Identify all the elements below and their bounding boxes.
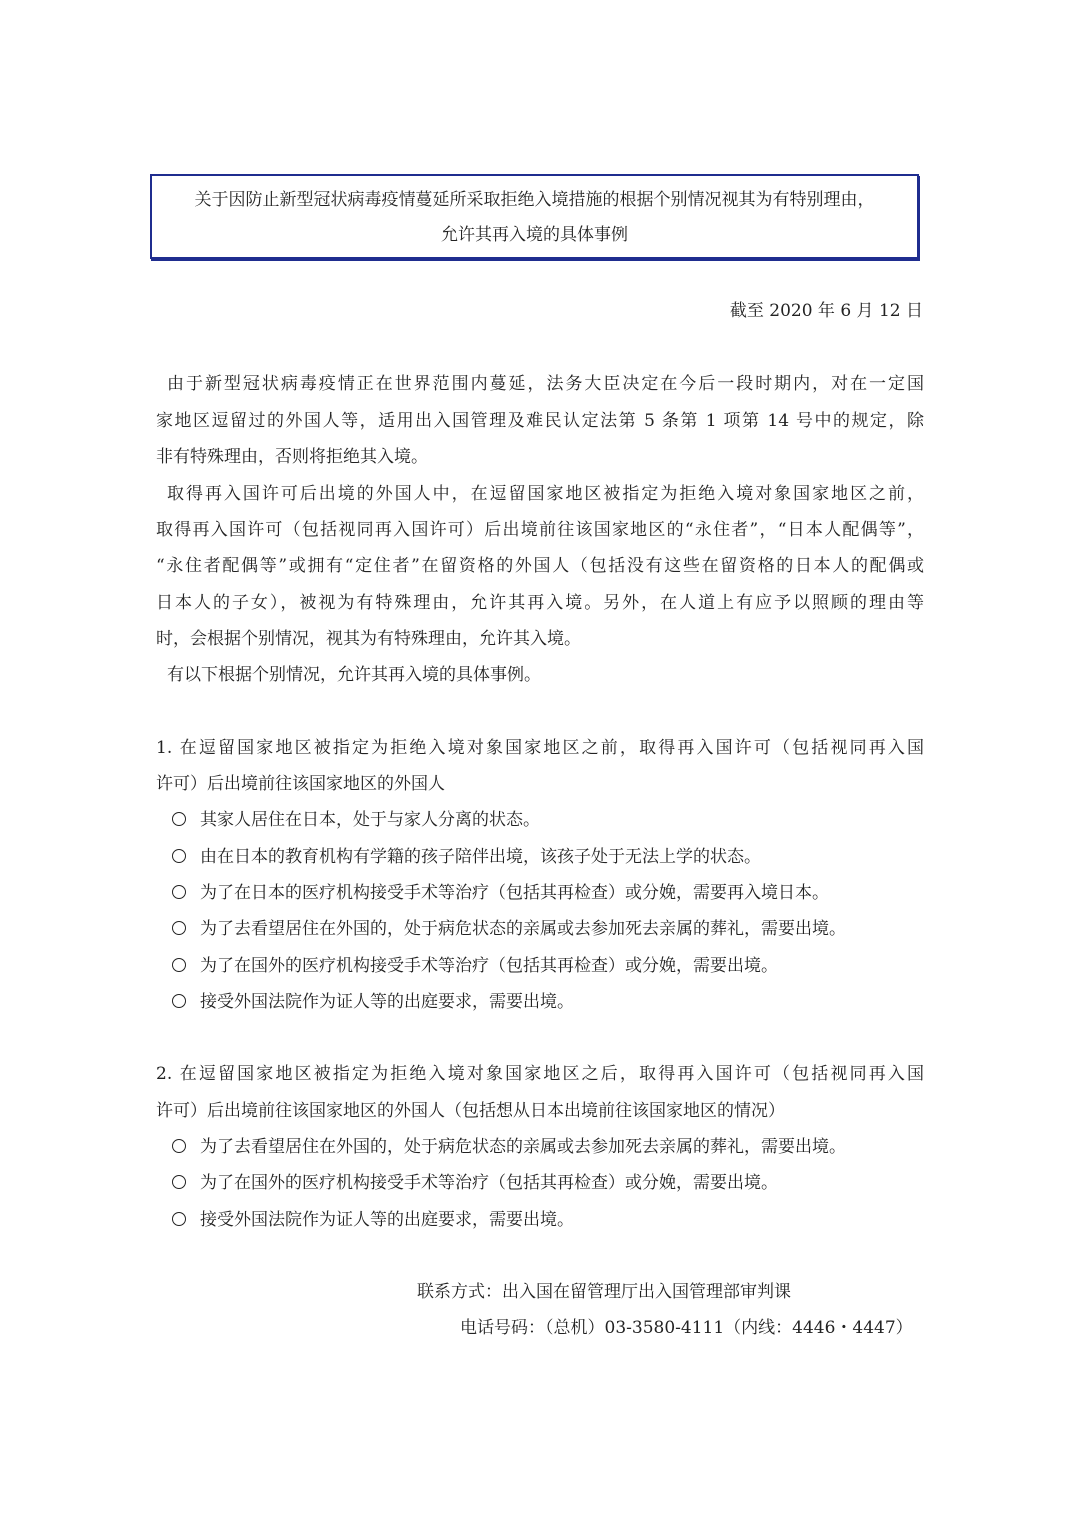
list-item-text: 为了在日本的医疗机构接受手术等治疗（包括其再检查）或分娩，需要再入境日本。 xyxy=(200,883,829,903)
list-item xyxy=(172,846,761,868)
list-item-text: 为了在国外的医疗机构接受手术等治疗（包括其再检查）或分娩，需要出境。 xyxy=(200,956,778,976)
circle-bullet-icon xyxy=(172,921,186,935)
intro-line: 家地区逗留过的外国人等，适用出入国管理及难民认定法第 5 条第 1 项第 14 号中的规定，除 xyxy=(156,411,924,431)
document-title-box xyxy=(150,174,919,259)
intro-line: 非有特殊理由，否则将拒绝其入境。 xyxy=(156,447,428,467)
document-title-line-2: 允许其再入境的具体事例 xyxy=(441,225,628,245)
list-item-text: 为了去看望居住在外国的，处于病危状态的亲属或去参加死去亲属的葬礼，需要出境。 xyxy=(200,1137,846,1157)
list-item xyxy=(172,882,829,904)
list-item-text: 接受外国法院作为证人等的出庭要求，需要出境。 xyxy=(200,992,574,1012)
list-item xyxy=(172,918,846,940)
list-item-text: 为了去看望居住在外国的，处于病危状态的亲属或去参加死去亲属的葬礼，需要出境。 xyxy=(200,919,846,939)
list-item xyxy=(172,809,540,831)
list-item xyxy=(172,1209,574,1231)
circle-bullet-icon xyxy=(172,812,186,826)
contact-phone: 电话号码：（总机）03-3580-4111（内线：4446・4447） xyxy=(460,1318,913,1338)
list-item xyxy=(172,1172,778,1194)
circle-bullet-icon xyxy=(172,1212,186,1226)
list-item-text: 接受外国法院作为证人等的出庭要求，需要出境。 xyxy=(200,1210,574,1230)
document-title-line-1: 关于因防止新型冠状病毒疫情蔓延所采取拒绝入境措施的根据个别情况视其为有特别理由， xyxy=(194,190,875,210)
intro-line: “永住者配偶等”或拥有“定住者”在留资格的外国人（包括没有这些在留资格的日本人的配偶或 xyxy=(156,556,924,576)
list-item-text: 为了在国外的医疗机构接受手术等治疗（包括其再检查）或分娩，需要出境。 xyxy=(200,1173,778,1193)
intro-line: 由于新型冠状病毒疫情正在世界范围内蔓延，法务大臣决定在今后一段时期内，对在一定国 xyxy=(167,374,924,394)
list-item-text: 由在日本的教育机构有学籍的孩子陪伴出境，该孩子处于无法上学的状态。 xyxy=(200,847,761,867)
circle-bullet-icon xyxy=(172,1139,186,1153)
circle-bullet-icon xyxy=(172,885,186,899)
circle-bullet-icon xyxy=(172,994,186,1008)
intro-line: 取得再入国许可（包括视同再入国许可）后出境前往该国家地区的“永住者”，“日本人配偶等”， xyxy=(156,520,924,540)
circle-bullet-icon xyxy=(172,1175,186,1189)
section-2-heading: 许可）后出境前往该国家地区的外国人（包括想从日本出境前往该国家地区的情况） xyxy=(156,1101,785,1121)
intro-line: 有以下根据个别情况，允许其再入境的具体事例。 xyxy=(167,665,541,685)
circle-bullet-icon xyxy=(172,958,186,972)
section-1-heading: 1. 在逗留国家地区被指定为拒绝入境对象国家地区之前，取得再入国许可（包括视同再入国 xyxy=(156,738,924,758)
document-date: 截至 2020 年 6 月 12 日 xyxy=(729,301,923,321)
intro-line: 时，会根据个别情况，视其为有特殊理由，允许其入境。 xyxy=(156,629,581,649)
contact-department: 联系方式：出入国在留管理厅出入国管理部审判课 xyxy=(417,1282,791,1302)
list-item xyxy=(172,955,778,977)
intro-line: 日本人的子女），被视为有特殊理由，允许其再入境。另外，在人道上有应予以照顾的理由等 xyxy=(156,593,924,613)
circle-bullet-icon xyxy=(172,849,186,863)
list-item xyxy=(172,991,574,1013)
list-item-text: 其家人居住在日本，处于与家人分离的状态。 xyxy=(200,810,540,830)
intro-line: 取得再入国许可后出境的外国人中，在逗留国家地区被指定为拒绝入境对象国家地区之前， xyxy=(167,484,924,504)
section-2-heading: 2. 在逗留国家地区被指定为拒绝入境对象国家地区之后，取得再入国许可（包括视同再入国 xyxy=(156,1064,924,1084)
list-item xyxy=(172,1136,846,1158)
section-1-heading: 许可）后出境前往该国家地区的外国人 xyxy=(156,774,445,794)
